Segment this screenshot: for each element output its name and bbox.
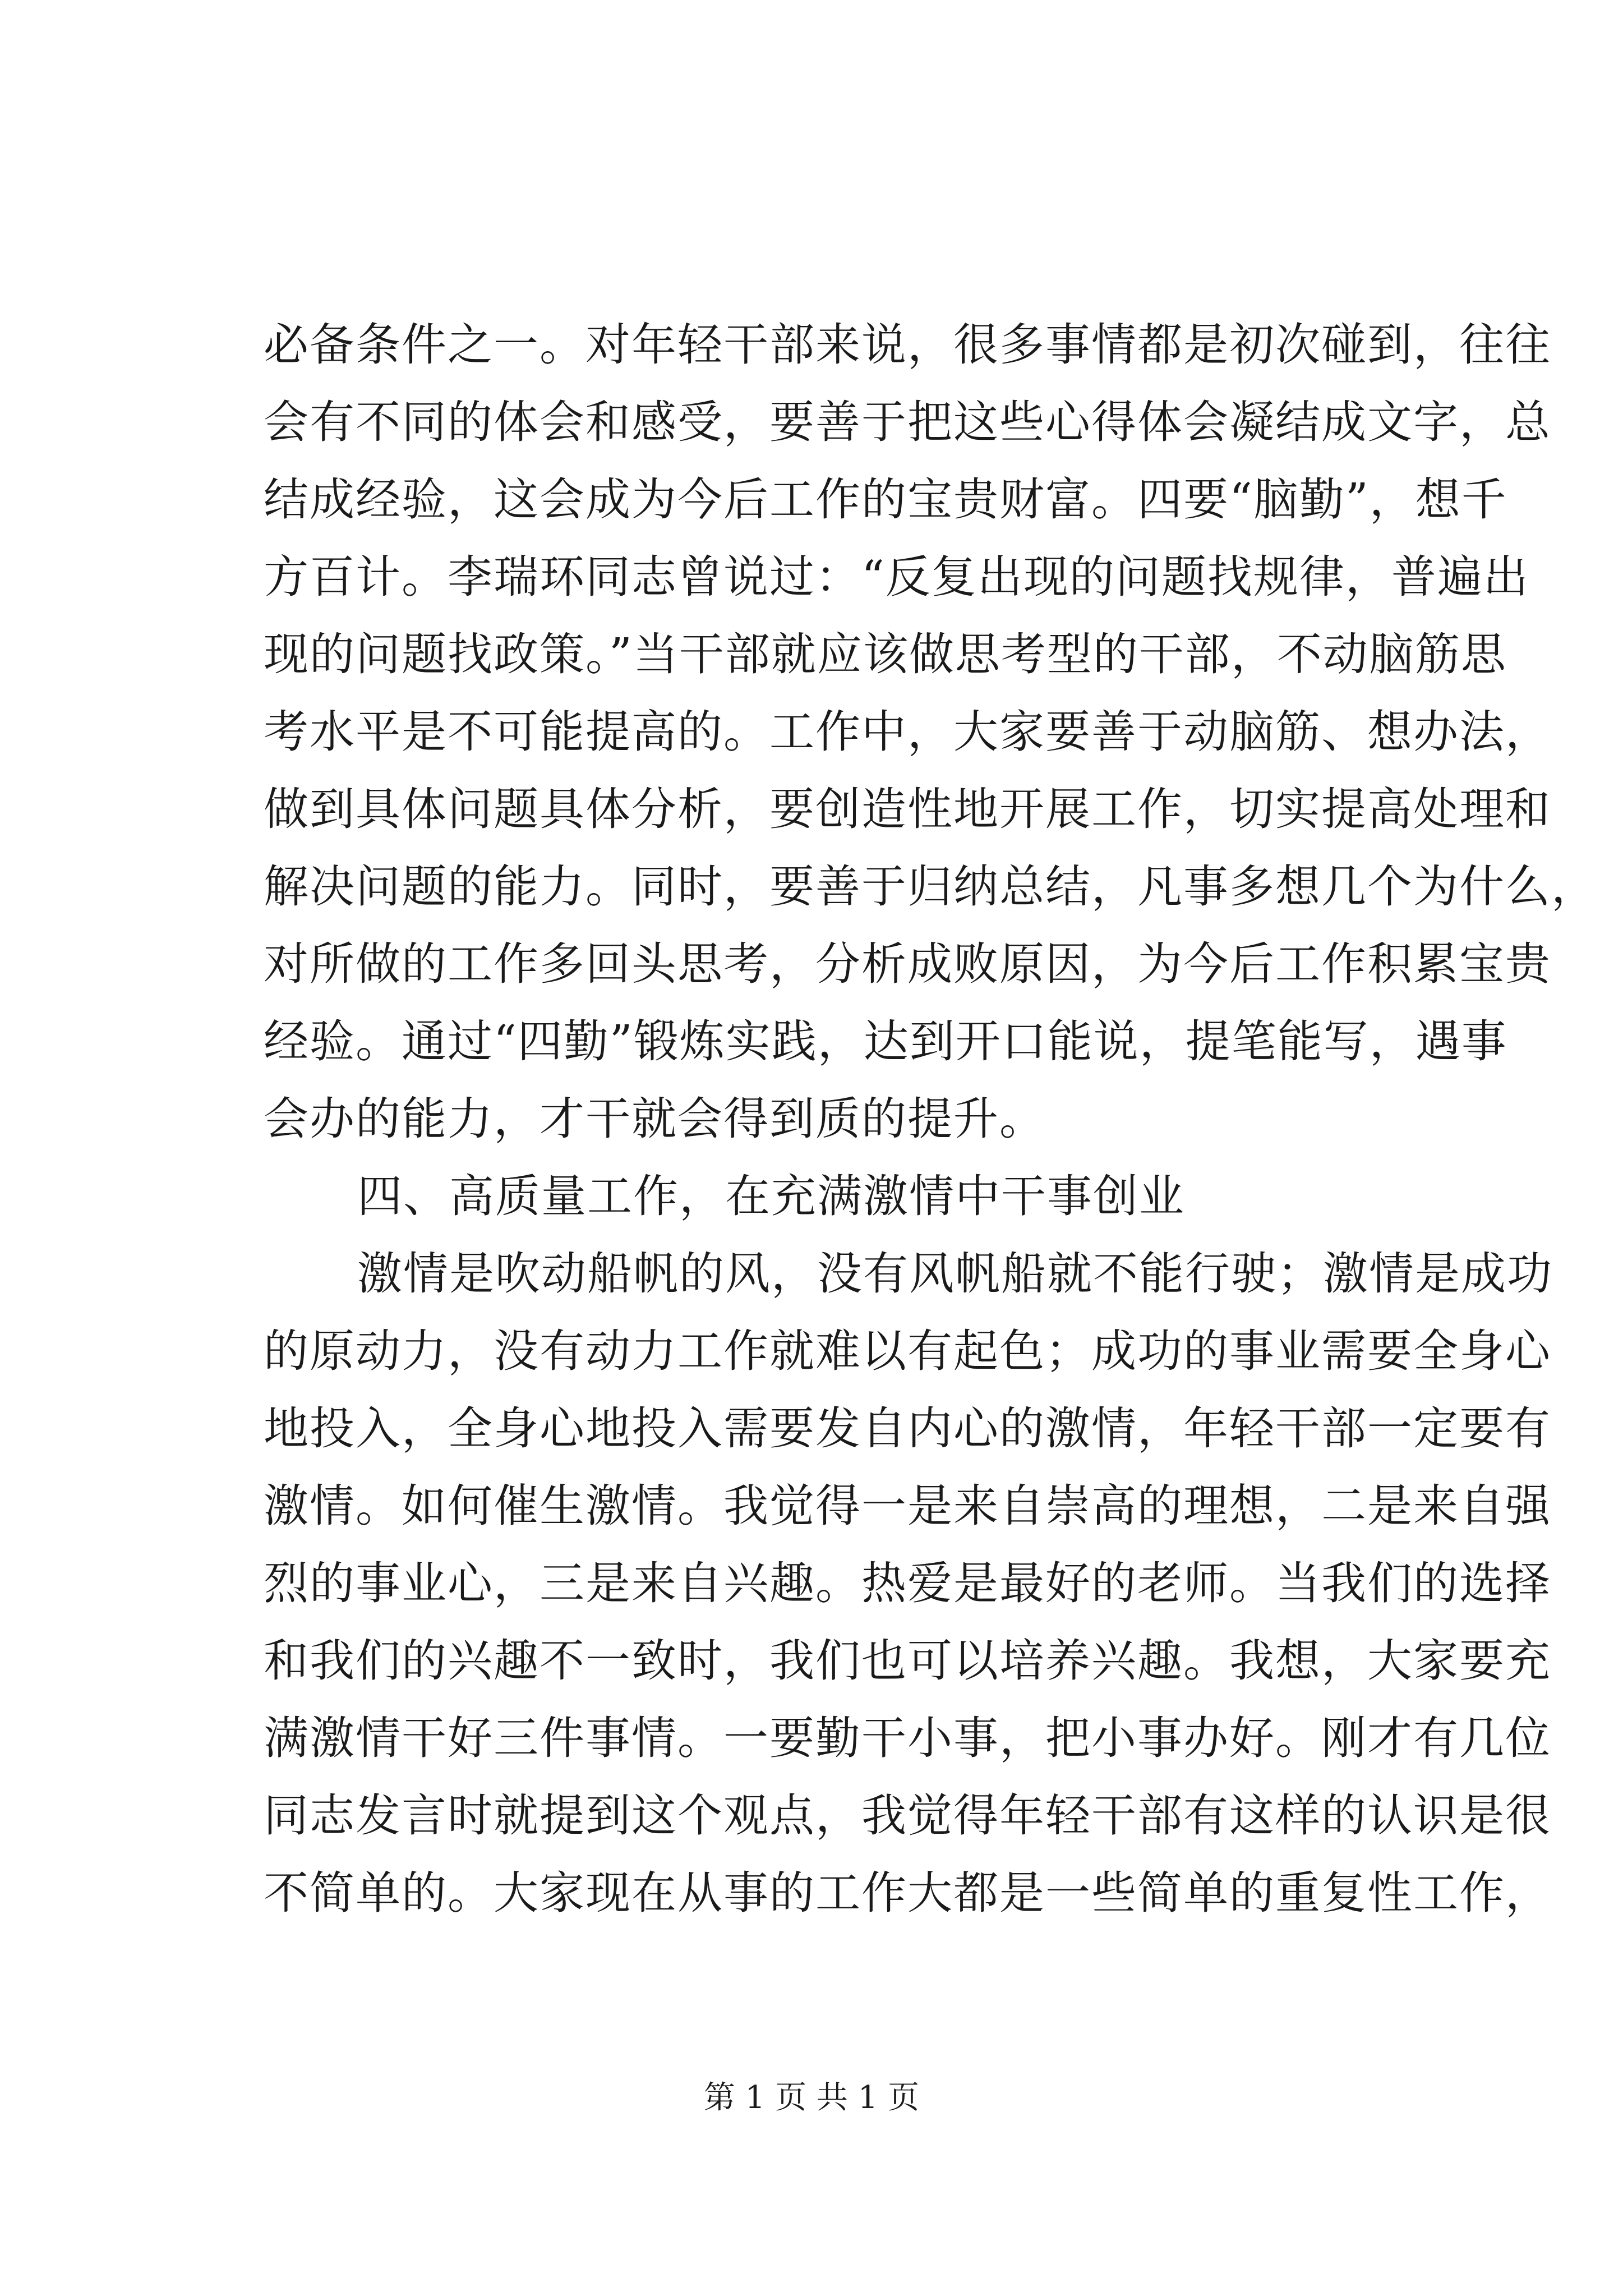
text-line: 会有不同的体会和感受，要善于把这些心得体会凝结成文字，总	[264, 396, 1551, 448]
text-line: 烈的事业心，三是来自兴趣。热爱是最好的老师。当我们的选择	[264, 1557, 1551, 1609]
text-line: 满激情干好三件事情。一要勤干小事，把小事办好。刚才有几位	[264, 1712, 1551, 1764]
text-line: 会办的能力，才干就会得到质的提升。	[264, 1093, 1045, 1145]
text-line: 和我们的兴趣不一致时，我们也可以培养兴趣。我想，大家要充	[264, 1635, 1551, 1687]
text-line: 地投入，全身心地投入需要发自内心的激情，年轻干部一定要有	[264, 1402, 1551, 1455]
text-line: 考水平是不可能提高的。工作中，大家要善于动脑筋、想办法，	[264, 706, 1551, 758]
text-line: 同志发言时就提到这个观点，我觉得年轻干部有这样的认识是很	[264, 1789, 1551, 1842]
page-footer: 第 1 页 共 1 页	[703, 2079, 920, 2116]
text-line: 现的问题找政策。”当干部就应该做思考型的干部，不动脑筋思	[264, 628, 1507, 680]
text-line: 必备条件之一。对年轻干部来说，很多事情都是初次碰到，往往	[264, 319, 1551, 371]
text-line: 不简单的。大家现在从事的工作大都是一些简单的重复性工作，	[264, 1867, 1551, 1919]
text-line: 方百计。李瑞环同志曾说过：“反复出现的问题找规律，普遍出	[264, 551, 1529, 603]
text-line: 解决问题的能力。同时，要善于归纳总结，凡事多想几个为什么，	[264, 861, 1597, 913]
text-line: 激情是吹动船帆的风，没有风帆船就不能行驶；激情是成功	[357, 1248, 1553, 1300]
text-line: 激情。如何催生激情。我觉得一是来自崇高的理想，二是来自强	[264, 1480, 1551, 1532]
text-line: 做到具体问题具体分析，要创造性地开展工作，切实提高处理和	[264, 783, 1551, 835]
section-heading: 四、高质量工作，在充满激情中干事创业	[357, 1170, 1185, 1222]
text-line: 对所做的工作多回头思考，分析成败原因，为今后工作积累宝贵	[264, 938, 1551, 990]
text-line: 的原动力，没有动力工作就难以有起色；成功的事业需要全身心	[264, 1325, 1551, 1377]
text-line: 经验。通过“四勤”锻炼实践，达到开口能说，提笔能写，遇事	[264, 1015, 1507, 1068]
text-line: 结成经验，这会成为今后工作的宝贵财富。四要“脑勤”，想千	[264, 473, 1507, 526]
